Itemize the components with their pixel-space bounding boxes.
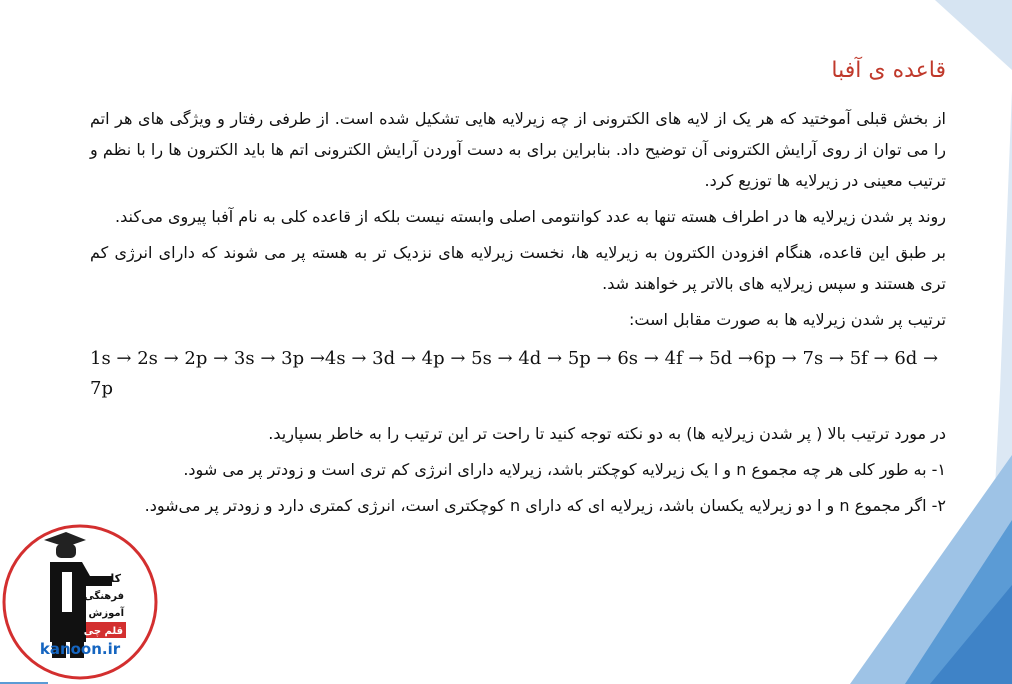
paragraph-sequence-intro: ترتیب پر شدن زیرلایه ها به صورت مقابل است:: [628, 310, 946, 329]
top-right-accent: [935, 0, 1012, 70]
note-1: ۱- به طور کلی هر چه مجموع n و l یک زیرلایه کوچکتر باشد، زیرلایه دارای انرژی کم تری است و زودتر پر می شود.: [183, 460, 946, 479]
note-2: ۲- اگر مجموع n و l دو زیرلایه یکسان باشد، زیرلایه ای که دارای n کوچکتری است، انرژی کمتری دارد و زودتر پر می‌شود.: [144, 496, 946, 515]
logo-line-4: قلم چی: [83, 626, 123, 637]
notes-intro: در مورد ترتیب بالا ( پر شدن زیرلایه ها) به دو نکته توجه کنید تا راحت تر این ترتیب را به خاطر بسپارید.: [268, 424, 946, 443]
logo-site: kanoon.ir: [39, 640, 121, 658]
logo-line-2: فرهنگی: [84, 591, 124, 602]
paragraph-rule: بر طبق این قاعده، هنگام افزودن الکترون به زیرلایه ها، نخست زیرلایه های نزدیک تر به هسته پر می شوند که دارای انرژی کم تری هستند و سپس زیرلایه های بالاتر پر خواهند شد.: [90, 243, 946, 293]
paragraph-filling-order: روند پر شدن زیرلایه ها در اطراف هسته تنها به عدد کوانتومی اصلی وابسته نیست بلکه از قاعده کلی به نام آفبا پیروی می‌کند.: [115, 207, 946, 226]
subshell-sequence: 1s → 2s → 2p → 3s → 3p →4s → 3d → 4p → 5s → 4d → 5p → 6s → 4f → 5d →6p → 7s → 5f → 6d → 7p: [90, 348, 939, 399]
logo-line-3: آموزش: [88, 608, 124, 619]
logo-line-1: کانون: [90, 572, 121, 585]
kanoon-logo: [0, 522, 160, 682]
paragraph-intro: از بخش قبلی آموختید که هر یک از لایه های الکترونی از چه زیرلایه هایی تشکیل شده است. از طرفی رفتار و ویژگی های هر اتم را می توان از روی آرایش الکترونی آن توضیح داد. بنابراین برای به دست آوردن آرایش الکترونی اتم ها باید الکترون ها را با نظم و ترتیب معینی در زیرلایه ها توزیع کرد.: [90, 109, 946, 190]
content-body: [90, 103, 946, 526]
slide-title: قاعده ی آفبا: [831, 58, 946, 83]
